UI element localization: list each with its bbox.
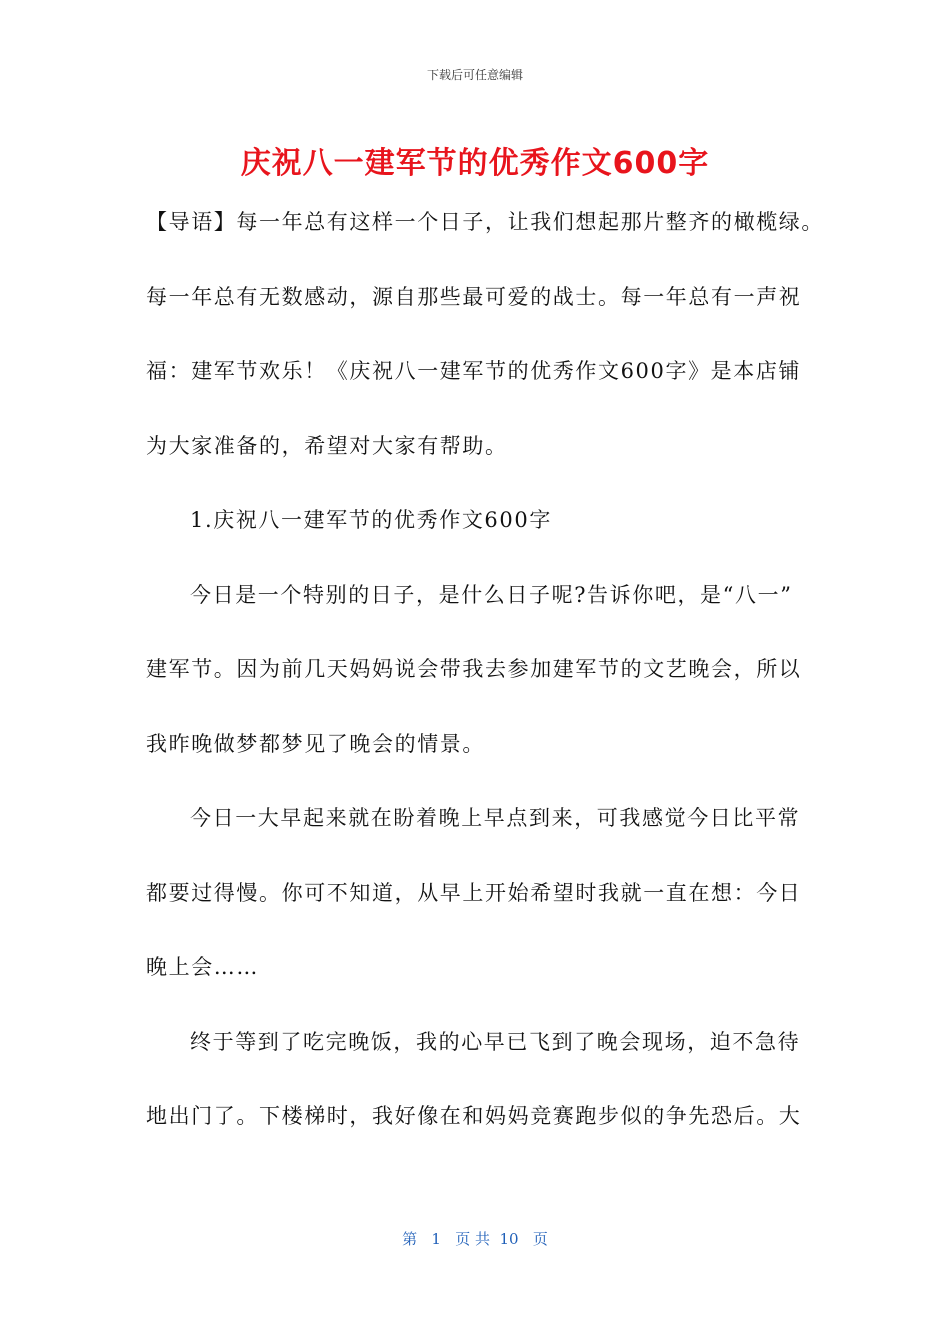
body-line: 都要过得慢。你可不知道，从早上开始希望时我就一直在想：今日 (146, 880, 802, 905)
page-header-note: 下载后可任意编辑 (426, 68, 523, 82)
body-line: 每一年总有无数感动，源自那些最可爱的战士。每一年总有一声祝 (146, 284, 802, 309)
body-line: 今日一大早起来就在盼着晚上早点到来，可我感觉今日比平常 (190, 806, 801, 830)
page-footer: 第 1 页 共 10 页 (402, 1230, 548, 1248)
body-line: 终于等到了吃完晚饭，我的心早已飞到了晚会现场，迫不急待 (190, 1029, 801, 1054)
body-line: 【导语】每一年总有这样一个日子，让我们想起那片整齐的橄榄绿。 (146, 210, 824, 234)
body-line: 建军节。因为前几天妈妈说会带我去参加建军节的文艺晚会，所以 (146, 657, 802, 681)
body-line: 为大家准备的，希望对大家有帮助。 (146, 433, 508, 458)
document-title: 庆祝八一建军节的优秀作文600字 (240, 146, 710, 181)
body-line: 地出门了。下楼梯时，我好像在和妈妈竞赛跑步似的争先恐后。大 (146, 1104, 802, 1128)
document-body (146, 200, 824, 1169)
body-line: 今日是一个特别的日子，是什么日子呢?告诉你吧，是“八一” (190, 582, 793, 607)
body-line: 福：建军节欢乐！《庆祝八一建军节的优秀作文600字》是本店铺 (146, 359, 802, 383)
body-line: 晚上会…… (146, 955, 259, 979)
body-line: 我昨晚做梦都梦见了晚会的情景。 (146, 731, 485, 756)
body-line: 1.庆祝八一建军节的优秀作文600字 (190, 508, 552, 532)
